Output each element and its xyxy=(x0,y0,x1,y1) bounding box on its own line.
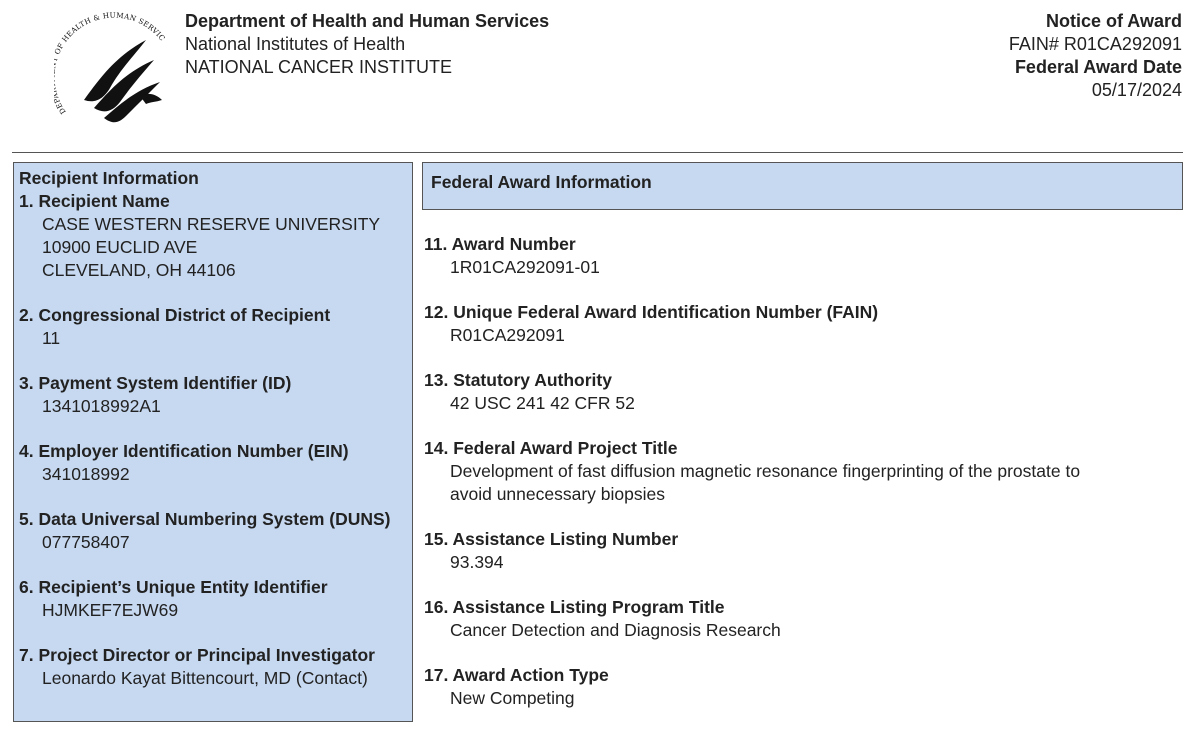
recipient-field xyxy=(19,440,412,486)
award-field xyxy=(424,301,1184,347)
recipient-field xyxy=(19,304,412,350)
department-name: Department of Health and Human Services xyxy=(185,11,550,31)
award-field xyxy=(424,664,1184,710)
field-value: 1R01CA292091-01 xyxy=(450,257,600,277)
recipient-field xyxy=(19,372,412,418)
institutes-name: National Institutes of Health xyxy=(185,34,406,54)
header-divider xyxy=(12,152,1183,153)
field-value: Cancer Detection and Diagnosis Research xyxy=(450,620,781,640)
field-label: 12. Unique Federal Award Identification Number (FAIN) xyxy=(424,302,879,322)
fain-number: FAIN# R01CA292091 xyxy=(1008,34,1182,54)
field-value: avoid unnecessary biopsies xyxy=(450,484,665,504)
field-value: HJMKEF7EJW69 xyxy=(42,600,179,620)
field-value: 077758407 xyxy=(42,532,130,552)
field-label: 6. Recipient’s Unique Entity Identifier xyxy=(19,577,328,597)
recipient-field xyxy=(19,576,412,622)
recipient-field xyxy=(19,508,412,554)
award-date: 05/17/2024 xyxy=(1091,80,1182,100)
field-value: 341018992 xyxy=(42,464,130,484)
field-label: 17. Award Action Type xyxy=(424,665,609,685)
federal-award-information-panel xyxy=(424,233,1184,732)
field-label: 1. Recipient Name xyxy=(19,191,170,211)
field-value: 1341018992A1 xyxy=(42,396,161,416)
award-field xyxy=(424,528,1184,574)
field-value: R01CA292091 xyxy=(450,325,565,345)
field-value: 42 USC 241 42 CFR 52 xyxy=(450,393,635,413)
award-field xyxy=(424,596,1184,642)
federal-award-heading-box xyxy=(422,162,1183,210)
award-heading: Federal Award Information xyxy=(431,172,652,192)
recipient-field xyxy=(19,190,412,282)
award-field xyxy=(424,437,1184,506)
field-value: New Competing xyxy=(450,688,575,708)
agency-block xyxy=(185,10,549,79)
field-value: 10900 EUCLID AVE xyxy=(42,237,198,257)
field-label: 14. Federal Award Project Title xyxy=(424,438,678,458)
hhs-seal-icon xyxy=(54,8,176,134)
field-value: 93.394 xyxy=(450,552,504,572)
field-label: 13. Statutory Authority xyxy=(424,370,612,390)
field-value: Leonardo Kayat Bittencourt, MD (Contact) xyxy=(42,668,368,688)
field-value: Development of fast diffusion magnetic resonance fingerprinting of the prostate to xyxy=(450,461,1081,481)
field-label: 11. Award Number xyxy=(424,234,576,254)
field-value: CASE WESTERN RESERVE UNIVERSITY xyxy=(42,214,381,234)
award-field xyxy=(424,233,1184,279)
field-label: 2. Congressional District of Recipient xyxy=(19,305,331,325)
recipient-information-panel xyxy=(13,162,413,722)
award-field xyxy=(424,369,1184,415)
field-label: 3. Payment System Identifier (ID) xyxy=(19,373,292,393)
field-label: 4. Employer Identification Number (EIN) xyxy=(19,441,349,461)
field-label: 15. Assistance Listing Number xyxy=(424,529,679,549)
notice-block xyxy=(1009,10,1182,102)
field-label: 7. Project Director or Principal Investigator xyxy=(19,645,375,665)
field-label: 5. Data Universal Numbering System (DUNS) xyxy=(19,509,391,529)
award-date-label: Federal Award Date xyxy=(1014,57,1182,77)
field-value: 11 xyxy=(42,328,61,348)
field-value: CLEVELAND, OH 44106 xyxy=(42,260,236,280)
field-label: 16. Assistance Listing Program Title xyxy=(424,597,725,617)
svg-text:DEPARTMENT OF HEALTH & HUMAN S: DE F HEALTH & HUMAN SERVIC xyxy=(54,10,168,116)
recipient-field xyxy=(19,644,412,690)
institute-name: NATIONAL CANCER INSTITUTE xyxy=(185,57,453,77)
recipient-heading: Recipient Information xyxy=(19,168,199,188)
notice-title: Notice of Award xyxy=(1045,11,1182,31)
